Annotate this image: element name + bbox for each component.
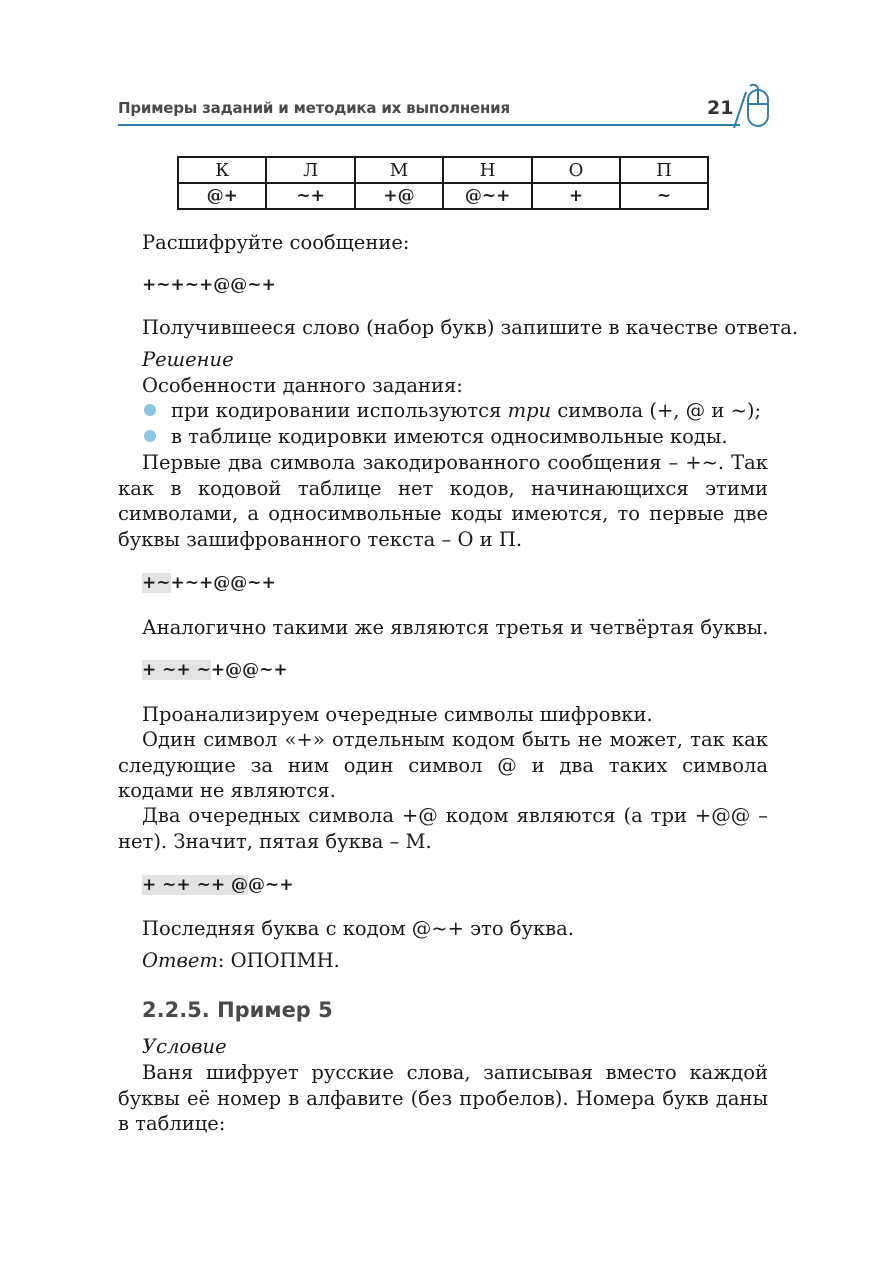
table-cell: @+ — [178, 183, 266, 209]
computer-mouse-icon — [732, 82, 772, 130]
condition-label: Условие — [142, 1035, 227, 1058]
decoding-step: +~+~+@@~+ — [142, 573, 276, 593]
table-cell: ~+ — [266, 183, 354, 209]
list-item: в таблице кодировки имеются односимвольные коды. — [144, 424, 728, 449]
table-cell: + — [532, 183, 620, 209]
paragraph: Последняя буква с кодом @~+ это буква. — [142, 917, 574, 940]
paragraph: Аналогично такими же являются третья и четвёртая буквы. — [142, 616, 769, 639]
table-cell: М — [355, 157, 443, 183]
table-cell: К — [178, 157, 266, 183]
table-cell: Л — [266, 157, 354, 183]
running-header: Примеры заданий и методика их выполнения — [118, 99, 510, 117]
code-table — [177, 156, 709, 210]
table-cell: О — [532, 157, 620, 183]
encoded-message: +~+~+@@~+ — [142, 275, 276, 295]
table-cell: ~ — [620, 183, 708, 209]
decode-prompt: Расшифруйте сообщение: — [142, 231, 410, 254]
section-title: 2.2.5. Пример 5 — [142, 998, 333, 1022]
paragraph: Проанализируем очередные символы шифровки. — [142, 703, 653, 726]
answer-line: Ответ: ОПОПМН. — [142, 949, 340, 972]
bullet-icon — [144, 404, 156, 416]
decoding-step: + ~+ ~+@@~+ — [142, 660, 288, 680]
features-intro: Особенности данного задания: — [142, 374, 463, 397]
page-number: 21 — [707, 97, 734, 119]
paragraph: Один символ «+» отдельным кодом быть не может, так как следующие за ним один символ @ и два таких символа кодами не являются. — [118, 728, 768, 802]
answer-instruction: Получившееся слово (набор букв) запишите в качестве ответа. — [142, 316, 799, 339]
solution-label: Решение — [142, 348, 234, 371]
paragraph: Первые два символа закодированного сообщения – +~. Так как в кодовой таблице нет кодов, начинающихся этими символами, а односимвольные коды имеются, то первые две буквы зашифрованного текста – О и П. — [118, 451, 768, 551]
table-cell: +@ — [355, 183, 443, 209]
table-cell: П — [620, 157, 708, 183]
table-cell: Н — [443, 157, 532, 183]
table-cell: @~+ — [443, 183, 532, 209]
paragraph: Ваня шифрует русские слова, записывая вместо каждой буквы её номер в алфавите (без пробелов). Номера букв даны в таблице: — [118, 1061, 768, 1135]
decoding-step: + ~+ ~+ @@~+ — [142, 875, 294, 895]
bullet-icon — [144, 430, 156, 442]
header-rule — [118, 124, 740, 126]
paragraph: Два очередных символа +@ кодом являются (а три +@@ – нет). Значит, пятая буква – М. — [118, 804, 768, 853]
list-item: при кодировании используются три символа (+, @ и ~); — [144, 398, 761, 423]
